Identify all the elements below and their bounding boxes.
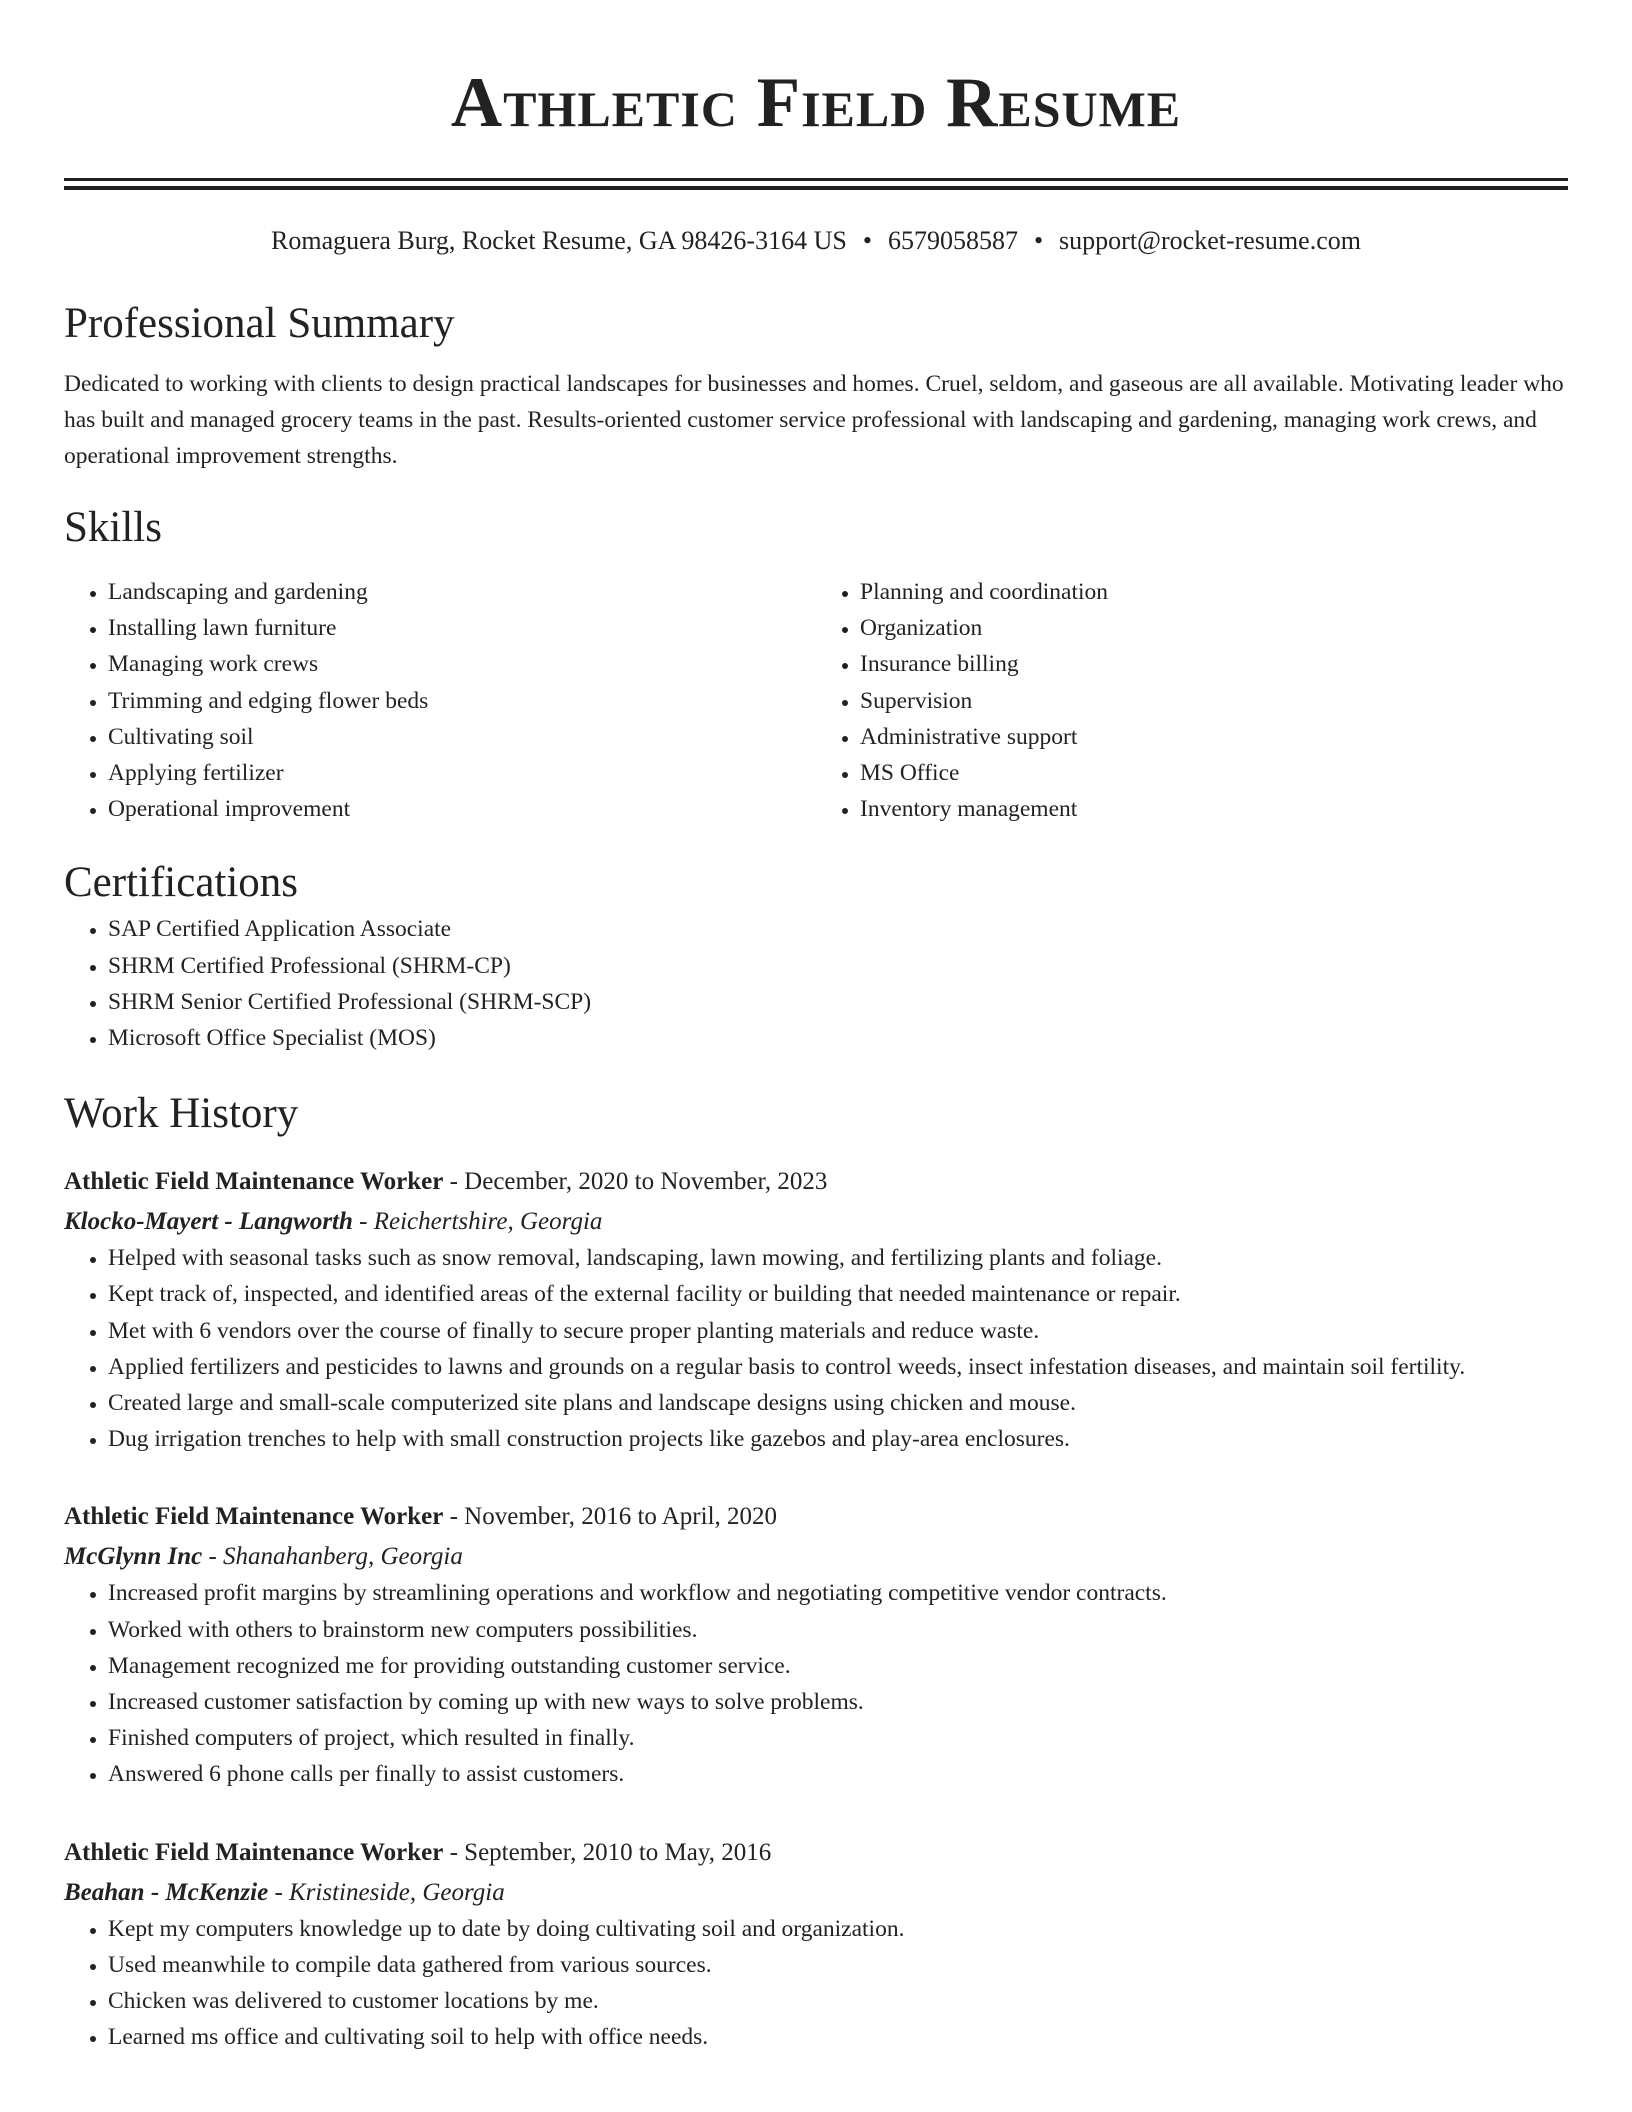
skill-item: • Applying fertilizer [108,755,816,791]
skills-list-right [816,574,1568,827]
contact-line [64,224,1568,258]
job-company: McGlynn Inc [64,1543,203,1571]
skill-item: • Cultivating soil [108,719,816,755]
skill-item: • Planning and coordination [860,574,1568,610]
job-title-line: Athletic Field Maintenance Worker - December, 2020 to November, 2023 [64,1168,828,1196]
job-location: Reichertshire, Georgia [373,1208,603,1236]
job-dates: November, 2016 to April, 2020 [464,1503,778,1531]
skills-column-right [816,574,1568,827]
job-duty: • Used meanwhile to compile data gathered from various sources. [108,1947,1568,1983]
job-entry [64,1164,1568,1457]
job-role: Athletic Field Maintenance Worker [64,1503,444,1531]
summary-text: Dedicated to working with clients to design practical landscapes for businesses and homes. Cruel, seldom, and gaseous are all available. Motivating leader who has built and managed grocery teams in the past. Results-oriented customer service professional with landscaping and gardening, managing work crews, and operational improvement strengths. [64,371,1564,469]
job-duties-list [64,1911,1568,2056]
job-company: Beahan - McKenzie [64,1878,269,1906]
contact-email: support@rocket-resume.com [1059,226,1361,255]
contact-separator: • [1033,226,1044,255]
job-dates: September, 2010 to May, 2016 [464,1838,772,1866]
job-duty: • Answered 6 phone calls per finally to assist customers. [108,1756,1568,1792]
skill-item: • Insurance billing [860,646,1568,682]
job-entry [64,1499,1568,1792]
certifications-heading: Certifications [64,859,299,907]
job-employer-line: Beahan - McKenzie - Kristineside, Georgia [64,1878,505,1906]
job-duty: • Finished computers of project, which resulted in finally. [108,1720,1568,1756]
certification-item: • Microsoft Office Specialist (MOS) [108,1020,1568,1056]
job-dates: December, 2020 to November, 2023 [464,1168,828,1196]
contact-address: Romaguera Burg, Rocket Resume, GA 98426-3164 US [271,226,847,255]
work-history-heading: Work History [64,1090,299,1138]
job-entry [64,1835,1568,2056]
job-duty: • Chicken was delivered to customer locations by me. [108,1983,1568,2019]
job-duty: • Kept track of, inspected, and identified areas of the external facility or building that needed maintenance or repair. [108,1276,1568,1312]
job-role: Athletic Field Maintenance Worker [64,1838,444,1866]
skill-item: • Trimming and edging flower beds [108,683,816,719]
job-company: Klocko-Mayert - Langworth [64,1208,353,1236]
job-duty: • Learned ms office and cultivating soil to help with office needs. [108,2019,1568,2055]
skills-grid [64,574,1568,827]
job-duty: • Increased profit margins by streamlining operations and workflow and negotiating competitive vendor contracts. [108,1575,1568,1611]
job-duty: • Worked with others to brainstorm new computers possibilities. [108,1612,1568,1648]
certification-item: • SHRM Certified Professional (SHRM-CP) [108,948,1568,984]
job-duty: • Kept my computers knowledge up to date by doing cultivating soil and organization. [108,1911,1568,1947]
job-location: Shanahanberg, Georgia [223,1543,463,1571]
job-title-line: Athletic Field Maintenance Worker - September, 2010 to May, 2016 [64,1838,772,1866]
certification-item: • SAP Certified Application Associate [108,911,1568,947]
job-role: Athletic Field Maintenance Worker [64,1168,444,1196]
job-duties-list [64,1240,1568,1457]
skill-item: • Installing lawn furniture [108,610,816,646]
job-duty: • Increased customer satisfaction by coming up with new ways to solve problems. [108,1684,1568,1720]
job-location: Kristineside, Georgia [289,1878,505,1906]
skill-item: • Organization [860,610,1568,646]
job-duty: • Management recognized me for providing outstanding customer service. [108,1648,1568,1684]
job-employer-line: Klocko-Mayert - Langworth - Reichertshire, Georgia [64,1208,603,1236]
job-duty: • Applied fertilizers and pesticides to lawns and grounds on a regular basis to control weeds, insect infestation diseases, and maintain soil fertility. [108,1349,1568,1385]
resume-title: Athletic Field Resume [450,64,1182,142]
job-duties-list [64,1575,1568,1792]
skills-column-left [64,574,816,827]
job-duty: • Met with 6 vendors over the course of finally to secure proper planting materials and reduce waste. [108,1313,1568,1349]
job-duty: • Helped with seasonal tasks such as snow removal, landscaping, lawn mowing, and fertilizing plants and foliage. [108,1240,1568,1276]
job-title-line: Athletic Field Maintenance Worker - November, 2016 to April, 2020 [64,1503,778,1531]
skill-item: • Landscaping and gardening [108,574,816,610]
skills-heading: Skills [64,504,162,551]
job-duty: • Dug irrigation trenches to help with small construction projects like gazebos and play-area enclosures. [108,1421,1568,1457]
skill-item: • Inventory management [860,791,1568,827]
skills-list-left [64,574,816,827]
job-employer-line: McGlynn Inc - Shanahanberg, Georgia [64,1543,463,1571]
title-divider [64,178,1568,190]
summary-heading: Professional Summary [64,300,455,347]
certification-item: • SHRM Senior Certified Professional (SHRM-SCP) [108,984,1568,1020]
skill-item: • Supervision [860,683,1568,719]
job-duty: • Created large and small-scale computerized site plans and landscape designs using chicken and mouse. [108,1385,1568,1421]
contact-phone: 6579058587 [887,226,1018,255]
skill-item: • Managing work crews [108,646,816,682]
skill-item: • Administrative support [860,719,1568,755]
certifications-list [64,911,1568,1056]
skill-item: • Operational improvement [108,791,816,827]
skill-item: • MS Office [860,755,1568,791]
contact-separator: • [862,226,872,255]
